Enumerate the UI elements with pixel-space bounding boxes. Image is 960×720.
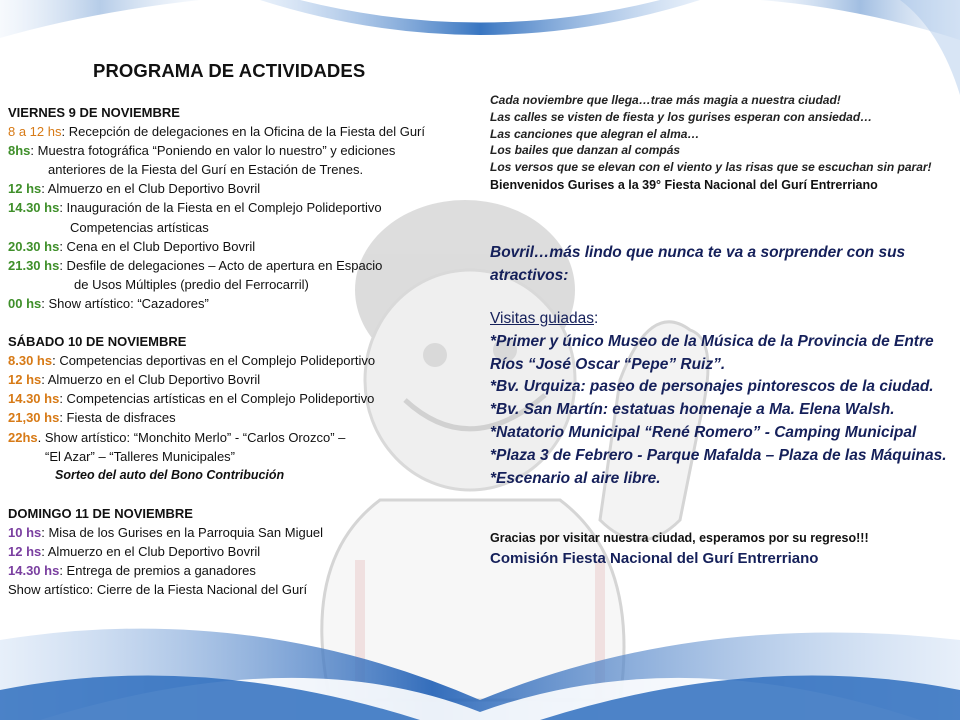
event-time: 8.30 hs xyxy=(8,353,53,369)
schedule-item xyxy=(8,198,478,236)
schedule-item xyxy=(8,370,478,389)
visit-item: *Natatorio Municipal “René Romero” - Camping Municipal xyxy=(490,423,917,441)
event-time: 8hs xyxy=(8,143,31,159)
visits-heading xyxy=(490,308,955,331)
event-description: : Recepción de delegaciones en la Oficina de la Fiesta del Gurí xyxy=(61,124,425,140)
schedule-item xyxy=(8,294,478,313)
event-description: : Almuerzo en el Club Deportivo Bovril xyxy=(41,181,261,197)
schedule xyxy=(8,103,478,618)
lead-paragraph: Bovril…más lindo que nunca te va a sorprender con sus atractivos: xyxy=(490,244,906,284)
event-description: : Desfile de delegaciones – Acto de apertura en Espacio xyxy=(59,257,383,273)
event-description-cont: anteriores de la Fiesta del Gurí en Estación de Trenes. xyxy=(48,162,364,178)
poem-line: Las calles se visten de fiesta y los gurises esperan con ansiedad… xyxy=(490,109,873,124)
event-description: : Entrega de premios a ganadores xyxy=(59,563,256,579)
event-time: 14.30 hs xyxy=(8,200,60,216)
visit-item: *Escenario al aire libre. xyxy=(490,469,661,487)
event-description: : Muestra fotográfica “Poniendo en valor lo nuestro” y ediciones xyxy=(30,143,396,159)
signature: Comisión Fiesta Nacional del Gurí Entrerriano xyxy=(490,550,819,567)
day-sunday xyxy=(8,504,478,599)
event-description: Show artístico: Cierre de la Fiesta Nacional del Gurí xyxy=(8,582,308,598)
poem-line: Las canciones que alegran el alma… xyxy=(490,126,700,141)
schedule-item xyxy=(8,523,478,542)
event-time: 20.30 hs xyxy=(8,238,60,254)
day-saturday xyxy=(8,332,478,485)
event-time: 12 hs xyxy=(8,543,42,559)
event-description: : Competencias deportivas en el Complejo Polideportivo xyxy=(52,353,376,369)
day-heading: SÁBADO 10 DE NOVIEMBRE xyxy=(8,334,187,350)
intro-text xyxy=(490,92,955,194)
event-time: 14.30 hs xyxy=(8,391,60,407)
visits-title: Visitas guiadas xyxy=(490,310,594,327)
event-description: : Show artístico: “Cazadores” xyxy=(41,295,209,311)
visit-item: *Bv. Urquiza: paseo de personajes pintorescos de la ciudad. xyxy=(490,378,934,396)
event-description: : Almuerzo en el Club Deportivo Bovril xyxy=(41,372,261,388)
guided-visits xyxy=(490,308,955,490)
event-description: : Misa de los Gurises en la Parroquia San Miguel xyxy=(41,524,324,540)
visit-item: *Bv. San Martín: estatuas homenaje a Ma. Elena Walsh. xyxy=(490,401,895,419)
event-time: 12 hs xyxy=(8,181,42,197)
event-time: 21.30 hs xyxy=(8,257,60,273)
event-description: : Almuerzo en el Club Deportivo Bovril xyxy=(41,543,261,559)
schedule-item xyxy=(8,389,478,408)
event-time: 14.30 hs xyxy=(8,563,60,579)
event-description: : Competencias artísticas en el Complejo Polideportivo xyxy=(59,391,375,407)
schedule-item xyxy=(8,408,478,427)
event-description: : Fiesta de disfraces xyxy=(59,410,176,426)
visit-item: *Plaza 3 de Febrero - Parque Mafalda – Plaza de las Máquinas. xyxy=(490,446,947,464)
event-time: 22hs xyxy=(8,429,38,445)
event-time: 10 hs xyxy=(8,524,42,540)
poem-line: Los bailes que danzan al compás xyxy=(490,143,681,158)
event-time: 12 hs xyxy=(8,372,42,388)
schedule-item xyxy=(8,179,478,198)
thanks-line: Gracias por visitar nuestra ciudad, esperamos por su regreso!!! xyxy=(490,531,869,545)
program-title: PROGRAMA DE ACTIVIDADES xyxy=(93,60,366,81)
schedule-item xyxy=(8,237,478,256)
schedule-item xyxy=(8,561,478,580)
event-description: : Cena en el Club Deportivo Bovril xyxy=(59,238,256,254)
schedule-item xyxy=(8,542,478,561)
welcome-line: Bienvenidos Gurises a la 39° Fiesta Nacional del Gurí Entrerriano xyxy=(490,177,878,192)
event-description-cont: “El Azar” – “Talleres Municipales” xyxy=(45,448,236,464)
day-heading: VIERNES 9 DE NOVIEMBRE xyxy=(8,105,180,120)
poem-line: Los versos que se elevan con el viento y las risas que se escuchan sin parar! xyxy=(490,160,932,175)
visit-item: *Primer y único Museo de la Música de la Provincia de Entre Ríos “José Oscar “Pepe” Ruiz”. xyxy=(490,332,934,373)
schedule-item xyxy=(8,580,478,599)
event-description: . Show artístico: “Monchito Merlo” - “Carlos Orozco” – xyxy=(37,429,346,445)
day-heading: DOMINGO 11 DE NOVIEMBRE xyxy=(8,505,193,521)
raffle-note: Sorteo del auto del Bono Contribución xyxy=(55,467,285,482)
schedule-item xyxy=(8,428,478,466)
day-friday xyxy=(8,103,478,313)
schedule-item xyxy=(8,122,478,141)
event-description-cont: de Usos Múltiples (predio del Ferrocarril) xyxy=(74,276,309,292)
event-time: 00 hs xyxy=(8,295,42,311)
visits-colon: : xyxy=(593,310,599,327)
event-time: 21,30 hs xyxy=(8,410,60,426)
event-description: : Inauguración de la Fiesta en el Complejo Polideportivo xyxy=(59,200,382,216)
event-time: 8 a 12 hs xyxy=(8,124,62,140)
poem-line: Cada noviembre que llega…trae más magia a nuestra ciudad! xyxy=(490,93,841,107)
schedule-item xyxy=(8,351,478,370)
event-description-cont: Competencias artísticas xyxy=(70,219,209,235)
schedule-item xyxy=(8,141,478,179)
schedule-item xyxy=(8,256,478,294)
